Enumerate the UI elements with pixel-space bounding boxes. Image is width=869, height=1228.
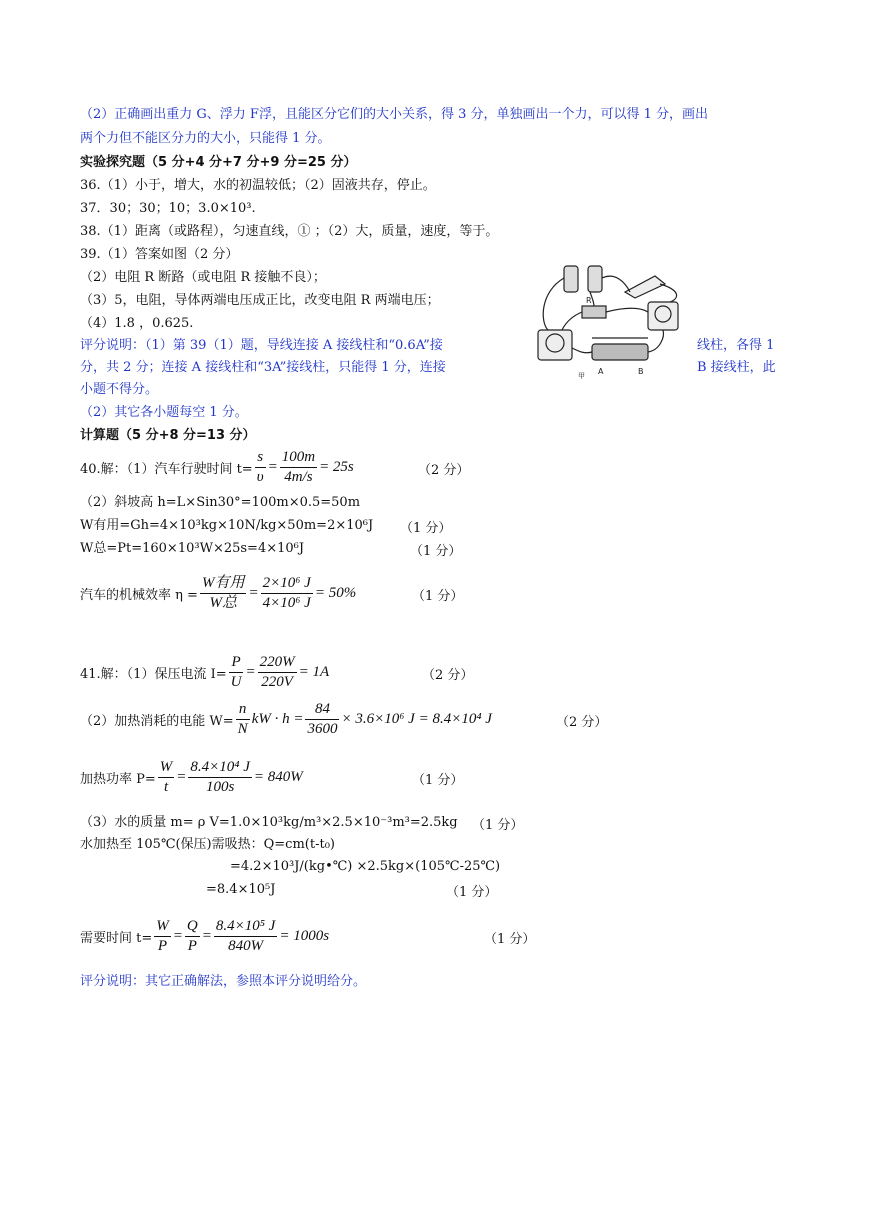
q41-6: =4.2×10³J/(kg•℃) ×2.5kg×(105℃-25℃)	[230, 859, 501, 874]
q41-7-mark: （1 分）	[446, 885, 498, 900]
label-R: R	[586, 296, 592, 305]
q40-4: W总=Pt=160×10³W×25s=4×10⁶J	[80, 541, 305, 556]
q40-4-mark: （1 分）	[410, 544, 462, 559]
section-heading-experiment: 实验探究题（5 分+4 分+7 分+9 分=25 分）	[80, 155, 357, 170]
q41-7: =8.4×10⁵J	[206, 882, 276, 897]
q41-2-mark: （2 分）	[556, 715, 608, 730]
q41-2-equation: （2）加热消耗的电能 W= $\frac{n}{N}$ kW · h = $\frac{84}{3600}$ × 3.6×10⁶ J = 8.4×10⁴ J	[80, 700, 492, 737]
final-scoring-note: 评分说明：其它正确解法，参照本评分说明给分。	[80, 974, 367, 989]
q41-3-equation: 加热功率 P= $\frac{W}{t}$ = $\frac{\text{8.4×10⁴ J}}{100s}$ = 840W	[80, 758, 303, 795]
q40-1-equation: 40.解：（1）汽车行驶时间 t= $\frac{s}{\upsilon}$ = $\frac{100m}{4m/s}$ = 25s	[80, 448, 354, 485]
q40-3: W有用=Gh=4×10³kg×10N/kg×50m=2×10⁶J	[80, 518, 374, 533]
q40-5-equation: 汽车的机械效率 η = $\frac{\text{W有用}}{\text{W总}}$ = $\frac{\text{2×10⁶ J}}{\text{4×10⁶ J}}$ = 50%	[80, 574, 357, 611]
scoring-note-1c: 分，共 2 分；连接 A 接线柱和“3A”接线柱，只能得 1 分，连接	[80, 360, 446, 375]
label-A: A	[598, 367, 604, 376]
section-heading-calculation: 计算题（5 分+8 分=13 分）	[80, 428, 256, 443]
q41-8-equation: 需要时间 t= $\frac{W}{P}$ = $\frac{Q}{P}$ = $\frac{\text{8.4×10⁵ J}}{840W}$ = 1000s	[80, 917, 330, 954]
scoring-note-1e: 小题不得分。	[80, 382, 159, 397]
scoring-note-1a: 评分说明：（1）第 39（1）题，导线连接 A 接线柱和“0.6A”接	[80, 338, 443, 353]
q41-5: 水加热至 105℃(保压)需吸热：Q=cm(t-t₀)	[80, 837, 335, 852]
intro-line-2: 两个力但不能区分力的大小，只能得 1 分。	[80, 131, 331, 146]
scoring-note-2: （2）其它各小题每空 1 分。	[80, 405, 248, 420]
answer-37: 37．30；30；10；3.0×10³.	[80, 201, 256, 216]
q41-4: （3）水的质量 m= ρ V=1.0×10³kg/m³×2.5×10⁻³m³=2.5kg	[80, 815, 458, 830]
q41-8-mark: （1 分）	[484, 932, 536, 947]
q40-2: （2）斜坡高 h=L×Sin30°=100m×0.5=50m	[80, 495, 361, 510]
circuit-diagram-figure	[530, 262, 690, 380]
answer-39-3: （3）5，电阻，导体两端电压成正比，改变电阻 R 两端电压；	[80, 293, 440, 308]
q41-1-equation: 41.解：（1）保压电流 I= $\frac{P}{U}$ = $\frac{220W}{220V}$ = 1A	[80, 653, 330, 690]
intro-line-1: （2）正确画出重力 G、浮力 F浮，且能区分它们的大小关系，得 3 分，单独画出一个力，可以得 1 分，画出	[80, 107, 709, 122]
answer-38: 38.（1）距离（或路程），匀速直线，① ；（2）大，质量，速度，等于。	[80, 224, 499, 239]
label-B: B	[638, 367, 644, 376]
label-jia: 甲	[578, 372, 585, 380]
answer-39-1: 39.（1）答案如图（2 分）	[80, 247, 239, 262]
q41-4-mark: （1 分）	[472, 818, 524, 833]
q40-5-mark: （1 分）	[412, 589, 464, 604]
q41-1-mark: （2 分）	[422, 668, 474, 683]
q41-3-mark: （1 分）	[412, 773, 464, 788]
q40-1-mark: （2 分）	[418, 463, 470, 478]
answer-36: 36.（1）小于，增大，水的初温较低；（2）固液共存，停止。	[80, 178, 436, 193]
answer-39-2: （2）电阻 R 断路（或电阻 R 接触不良）；	[80, 270, 326, 285]
answer-39-4: （4）1.8 ，0.625.	[80, 316, 194, 331]
scoring-note-1b: 线柱，各得 1	[697, 338, 775, 353]
q40-3-mark: （1 分）	[400, 521, 452, 536]
scoring-note-1d: B 接线柱，此	[697, 360, 776, 375]
